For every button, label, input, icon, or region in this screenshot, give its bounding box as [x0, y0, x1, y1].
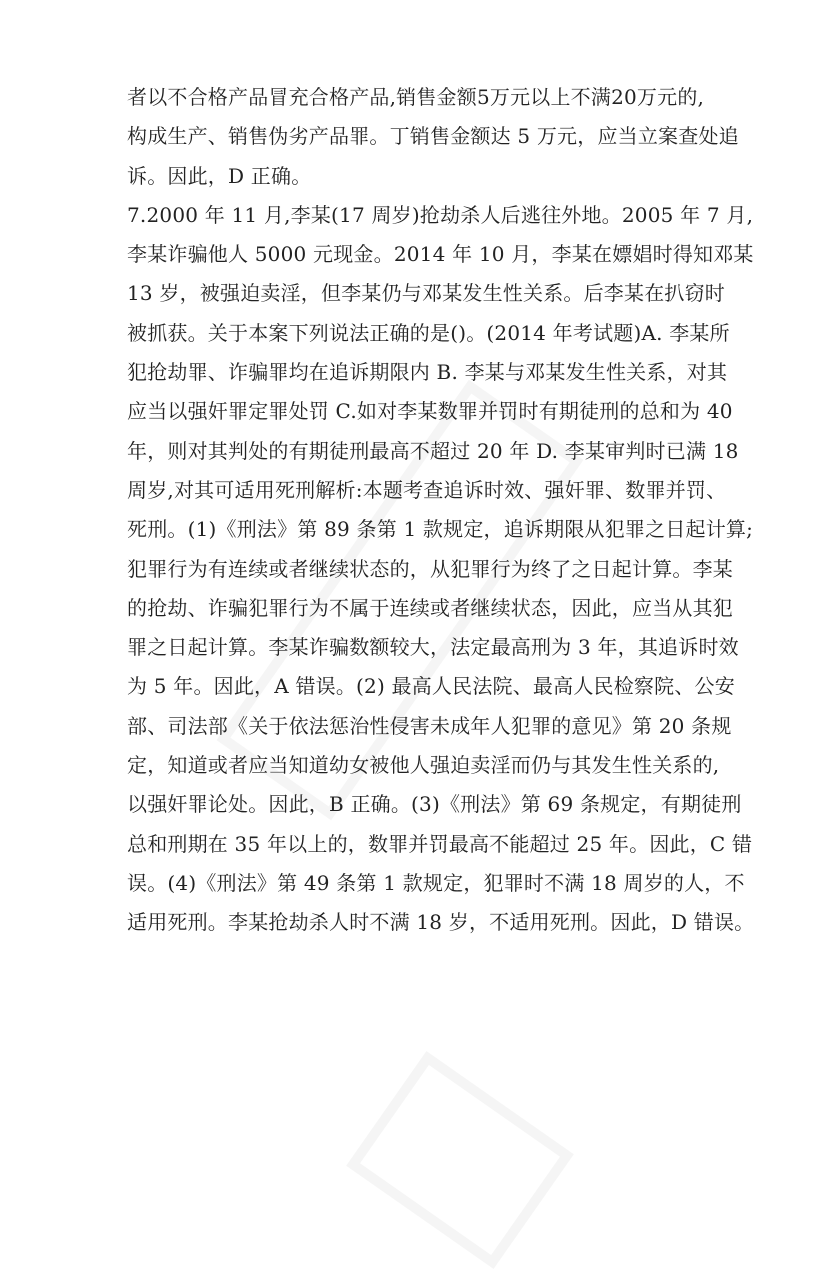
text-line: 应当以强奸罪定罪处罚 C.如对李某数罪并罚时有期徒刑的总和为 40 — [127, 399, 733, 424]
text-line: 犯罪行为有连续或者继续状态的，从犯罪行为终了之日起计算。李某 — [127, 556, 733, 581]
text-line: 定，知道或者应当知道幼女被他人强迫卖淫而仍与其发生性关系的, — [127, 753, 720, 778]
text-line: 13 岁，被强迫卖淫，但李某仍与邓某发生性关系。后李某在扒窃时 — [127, 281, 726, 306]
text-line: 误。(4)《刑法》第 49 条第 1 款规定，犯罪时不满 18 周岁的人，不 — [127, 870, 745, 895]
text-line: 年，则对其判处的有期徒刑最高不超过 20 年 D. 李某审判时已满 18 — [127, 438, 739, 463]
text-line: 部、司法部《关于依法惩治性侵害未成年人犯罪的意见》第 20 条规 — [127, 713, 732, 738]
text-line: 构成生产、销售伪劣产品罪。丁销售金额达 5 万元，应当立案查处追 — [127, 124, 739, 149]
text-line: 适用死刑。李某抢劫杀人时不满 18 岁，不适用死刑。因此，D 错误。 — [127, 910, 755, 935]
text-line: 被抓获。关于本案下列说法正确的是()。(2014 年考试题)A. 李某所 — [127, 320, 730, 345]
question-7-line: 7.2000 年 11 月,李某(17 周岁)抢劫杀人后逃往外地。2005 年 7 月, — [127, 202, 754, 227]
text-line: 周岁,对其可适用死刑解析:本题考查追诉时效、强奸罪、数罪并罚、 — [127, 477, 727, 502]
text-line: 李某诈骗他人 5000 元现金。2014 年 10 月，李某在嫖娼时得知邓某 — [127, 242, 754, 267]
text-line: 者以不合格产品冒充合格产品,销售金额5万元以上不满20万元的, — [127, 85, 705, 109]
text-line: 死刑。(1)《刑法》第 89 条第 1 款规定，追诉期限从犯罪之日起计算; — [127, 517, 754, 542]
document-body — [127, 78, 755, 943]
text-line: 诉。因此，D 正确。 — [127, 163, 312, 188]
text-line: 的抢劫、诈骗犯罪行为不属于连续或者继续状态，因此，应当从其犯 — [127, 595, 733, 620]
watermark — [346, 1051, 574, 1269]
text-line: 以强奸罪论处。因此，B 正确。(3)《刑法》第 69 条规定，有期徒刑 — [127, 792, 742, 817]
text-line: 罪之日起计算。李某诈骗数额较大，法定最高刑为 3 年，其追诉时效 — [127, 635, 739, 660]
text-line: 总和刑期在 35 年以上的，数罪并罚最高不能超过 25 年。因此，C 错 — [127, 831, 753, 856]
text-line: 为 5 年。因此，A 错误。(2) 最高人民法院、最高人民检察院、公安 — [127, 674, 735, 699]
text-line: 犯抢劫罪、诈骗罪均在追诉期限内 B. 李某与邓某发生性关系，对其 — [127, 360, 728, 385]
